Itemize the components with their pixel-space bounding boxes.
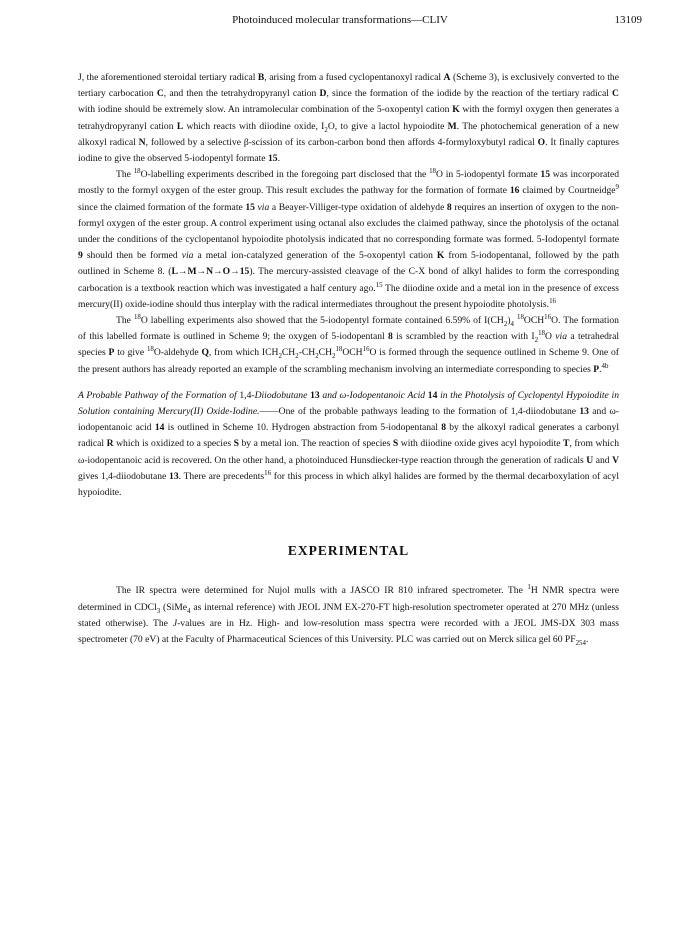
page-number: 13109 xyxy=(614,14,642,26)
paragraph-mechanism: J, the aforementioned steroidal tertiary radical B, arising from a fused cyclopentanoxyl radical A (Scheme 3), is exclusively converted to the tertiary carbocation C, and then the tetrahydropyranyl cation D, since the formation of the iodide by the reaction of the tertiary radical C with iodine should be extremely slow. An intramolecular combination of the 5-oxopentyl cation K with the formyl oxygen then generates a tetrahydropyranyl cation L which reacts with diiodine oxide, $I_2O$, to give a lactol hypoiodite M. The photochemical generation of a new alkoxyl radical N, followed by a selective β-scission of its carbon-carbon bond then affords 4-formyloxybutyl radical O. It finally captures iodine to give the observed 5-iodopentyl formate 15. xyxy=(78,72,619,165)
paragraph-experimental: The IR spectra were determined for Nujol mulls with a JASCO IR 810 infrared spectrometer. The $^1$H NMR spectra were determined in CDCl$_3$ (SiMe$_4$ as internal reference) with JEOL JNM EX-270-FT high-resolution spectrometer operated at 270 MHz (unless stated otherwise). The J-values are in Hz. High- and low-resolution mass spectra were recorded with a JEOL JMS-DX 303 mass spectrometer (70 eV) at the Faculty of Pharmaceutical Sciences of this University. PLC was carried out on Merck silica gel 60 $PF_{254}$. xyxy=(78,584,619,647)
paragraph-probable-pathway: A Probable Pathway of the Formation of 1,4-Diiodobutane 13 and ω-Iodopentanoic Acid 14 in the Photolysis of Cyclopentyl Hypoiodite in Solution containing Mercury(II) Oxide-Iodine.——One of the probable pathways leading to the formation of 1,4-diiodobutane 13 and ω-iodopentanoic acid 14 is outlined in Scheme 10. Hydrogen abstraction from 5-iodopentanal 8 by the alkoxyl radical generates a carbonyl radical R which is oxidized to a species S by a metal ion. The reaction of species S with diiodine oxide gives acyl hypoiodite T, from which ω-iodopentanoic acid is recovered. On the other hand, a photoinduced Hunsdiecker-type reaction through the generation of radicals U and V gives 1,4-diiodobutane 13. There are precedents$^{16}$ for this process in which alkyl halides are formed by the thermal decarboxylation of acyl hypoiodite. xyxy=(78,389,620,499)
paragraph-labelling-2: The $^{18}$O labelling experiments also showed that the 5-iodopentyl formate contained 6.59% of $I(CH_2)_4$ $^{18}$OCH$^{16}$O. The formation of this labelled formate is outlined in Scheme 9; the oxygen of 5-iodopentanl 8 is scrambled by the reaction with $I_2^{18}O$ via a tetrahedral species P to give $^{18}$O-aldehyde Q, from which $ICH_2CH_2-CH_2CH_2^{18}OCH^{16}O$ is formed through the sequence outlined in Scheme 9. One of the present authors has already reported an example of the scrambling mechanism involving an intermediate corresponding to species P.$^{4b}$ xyxy=(78,313,619,375)
page-header xyxy=(0,14,680,32)
paragraph-labelling-1: The $^{18}$O-labelling experiments described in the foregoing part disclosed that the $^{18}$O in 5-iodopentyl formate 15 was incorporated mostly to the formyl oxygen of the ester group. This result excludes the pathway for the formation of formate 16 claimed by Courtneidge$^9$ since the claimed formation of the formate 15 via a Beayer-Villiger-type oxidation of aldehyde 8 requires an insertion of oxygen to the non-formyl oxygen of the ester group. A control experiment using octanal also excludes the claimed pathway, since the photolysis of the octanal under the conditions of the cyclopentanol hypoiodite photolysis indicated that no corresponding formate was formed. 5-Iodopentyl formate 9 should then be formed via a metal ion-catalyzed generation of the 5-oxopentyl cation K from 5-iodopentanal, followed by the path outlined in Scheme 8. (L→M→N→O→15). The mercury-assisted cleavage of the C-X bond of alkyl halides to form the corresponding carbocation is a textbook reaction which was investigated a half century ago.$^{15}$ The diiodine oxide and a metal ion in the presence of excess mercury(II) oxide-iodine should thus interplay with the radical intermediates throughout the present hypoiodite photolysis.$^{16}$ xyxy=(78,168,620,310)
article-body xyxy=(78,70,619,648)
running-title: Photoinduced molecular transformations—CLIV xyxy=(232,14,448,26)
section-heading-experimental: EXPERIMENTAL xyxy=(287,543,410,559)
